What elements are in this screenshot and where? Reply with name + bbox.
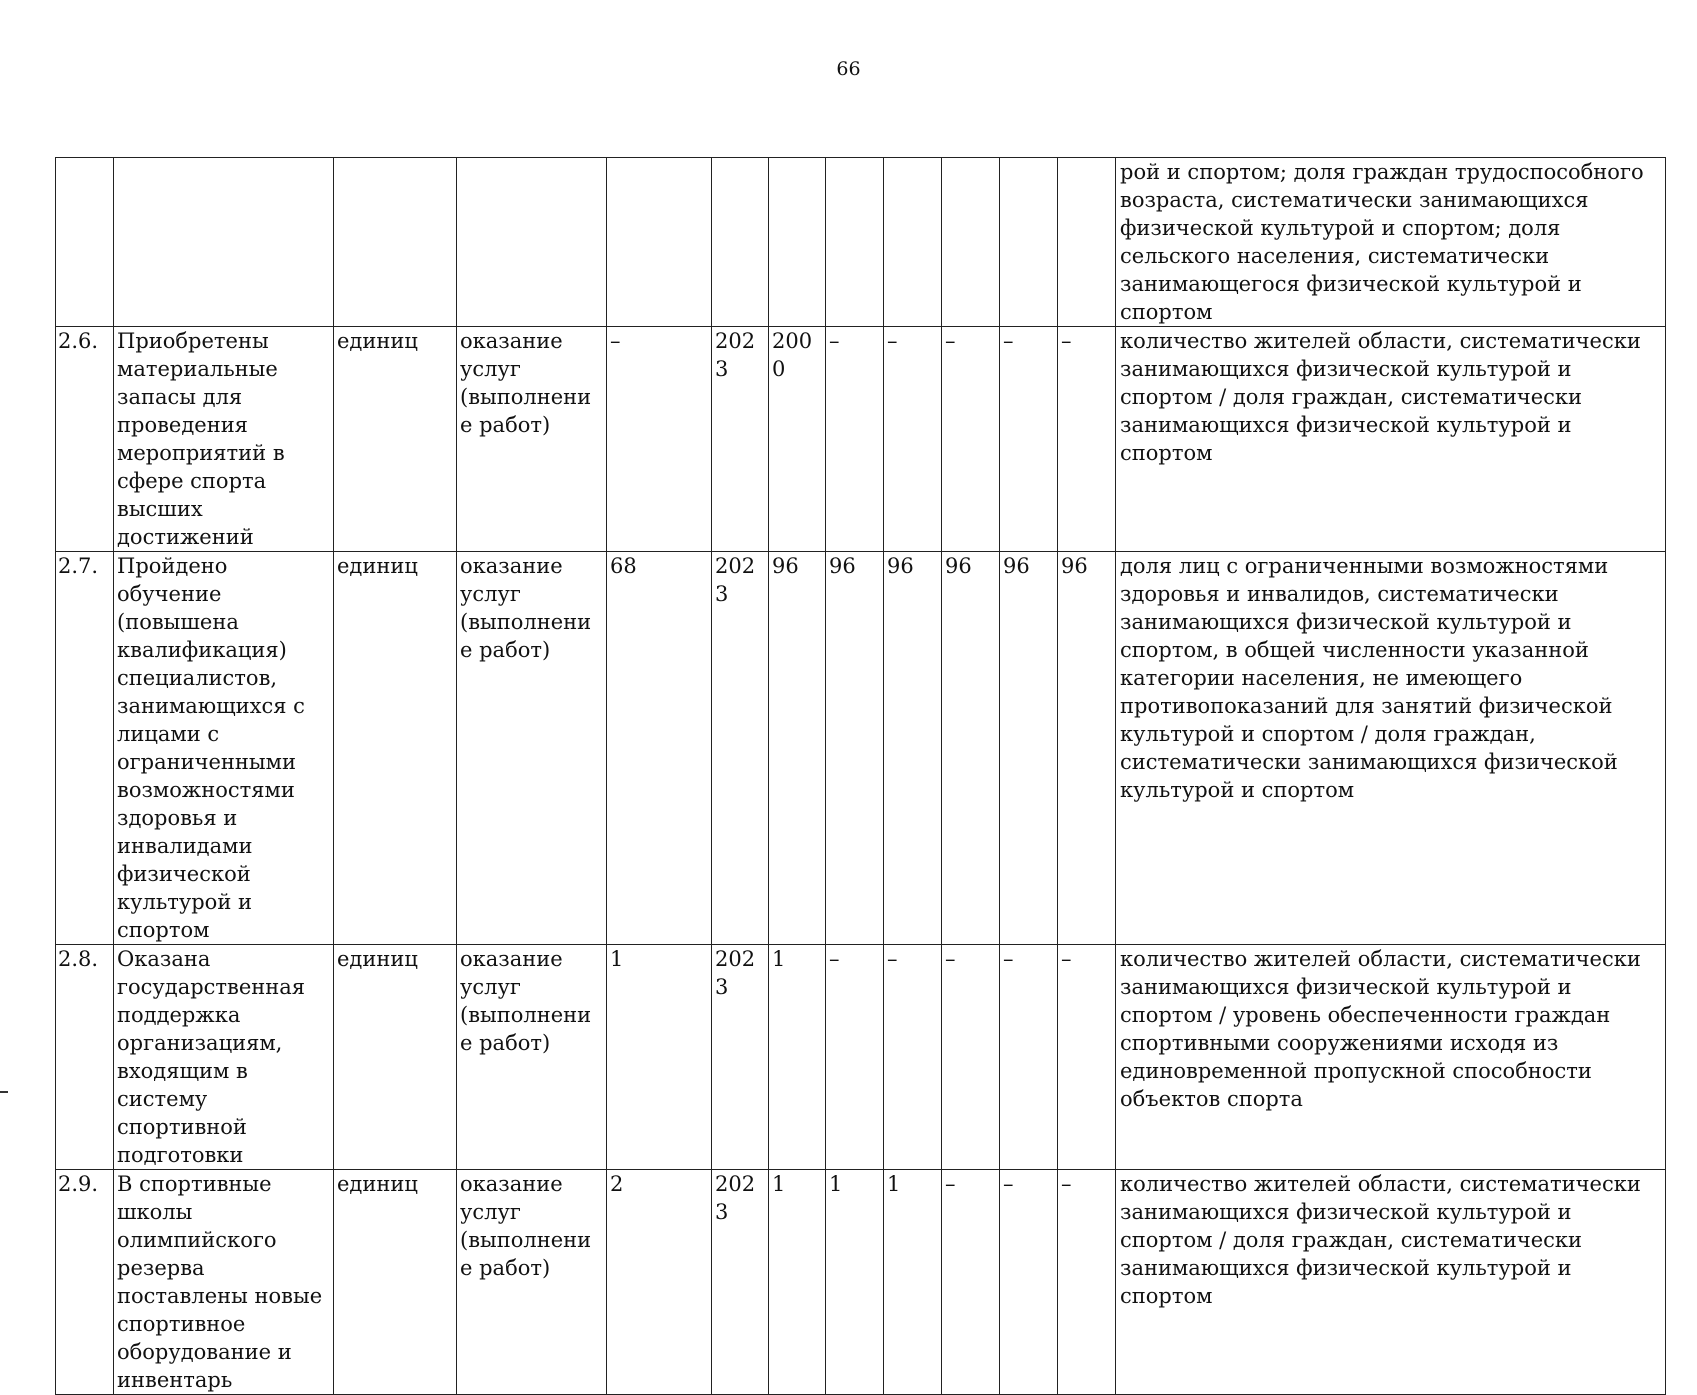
value-cell-3: 96 bbox=[884, 552, 942, 945]
value-cell-6 bbox=[1058, 158, 1116, 327]
value-cell-3 bbox=[884, 158, 942, 327]
table-row bbox=[56, 327, 1666, 552]
results-table bbox=[55, 157, 1666, 1395]
value-cell-4: 96 bbox=[942, 552, 1000, 945]
value-cell-6: – bbox=[1058, 327, 1116, 552]
value-cell-3: – bbox=[884, 327, 942, 552]
table-row bbox=[56, 1170, 1666, 1395]
base-year-cell: 2023 bbox=[712, 552, 769, 945]
base-year-cell: 2023 bbox=[712, 327, 769, 552]
result-name-cell: Оказана государственная поддержка организациям, входящим в систему спортивной подготовки bbox=[114, 945, 334, 1170]
value-cell-3: – bbox=[884, 945, 942, 1170]
unit-cell bbox=[334, 158, 457, 327]
result-name-cell: В спортивные школы олимпийского резерва поставлены новые спортивное оборудование и инвентарь bbox=[114, 1170, 334, 1395]
result-name-cell: Пройдено обучение (повышена квалификация) специалистов, занимающихся с лицами с ограниченными возможностями здоровья и инвалидами физической культурой и спортом bbox=[114, 552, 334, 945]
result-type-cell: оказание услуг (выполнение работ) bbox=[457, 552, 607, 945]
value-cell-5: – bbox=[1000, 327, 1058, 552]
row-number-cell: 2.9. bbox=[56, 1170, 114, 1395]
unit-cell: единиц bbox=[334, 552, 457, 945]
value-cell-2: – bbox=[826, 327, 884, 552]
unit-cell: единиц bbox=[334, 327, 457, 552]
value-cell-3: 1 bbox=[884, 1170, 942, 1395]
value-cell-4: – bbox=[942, 945, 1000, 1170]
value-cell-5: 96 bbox=[1000, 552, 1058, 945]
result-type-cell bbox=[457, 158, 607, 327]
value-cell-4 bbox=[942, 158, 1000, 327]
value-cell-1: 1 bbox=[769, 1170, 826, 1395]
indicator-cell: количество жителей области, систематически занимающихся физической культурой и спортом / уровень обеспеченности граждан спортивными сооружениями исходя из единовременной пропускной способности объектов спорта bbox=[1116, 945, 1666, 1170]
scan-margin-mark bbox=[0, 1091, 8, 1093]
value-cell-6: – bbox=[1058, 1170, 1116, 1395]
indicator-cell: количество жителей области, систематически занимающихся физической культурой и спортом / доля граждан, систематически занимающихся физической культурой и спортом bbox=[1116, 1170, 1666, 1395]
base-year-cell bbox=[712, 158, 769, 327]
value-cell-2: 1 bbox=[826, 1170, 884, 1395]
value-cell-5: – bbox=[1000, 945, 1058, 1170]
base-value-cell: 68 bbox=[607, 552, 712, 945]
unit-cell: единиц bbox=[334, 1170, 457, 1395]
row-number-cell: 2.6. bbox=[56, 327, 114, 552]
value-cell-1 bbox=[769, 158, 826, 327]
page-number: 66 bbox=[836, 58, 861, 80]
indicator-cell: рой и спортом; доля граждан трудоспособного возраста, систематически занимающихся физической культурой и спортом; доля сельского населения, систематически занимающегося физической культурой и спортом bbox=[1116, 158, 1666, 327]
result-name-cell: Приобретены материальные запасы для проведения мероприятий в сфере спорта высших достижений bbox=[114, 327, 334, 552]
result-type-cell: оказание услуг (выполнение работ) bbox=[457, 1170, 607, 1395]
value-cell-6: 96 bbox=[1058, 552, 1116, 945]
result-name-cell bbox=[114, 158, 334, 327]
value-cell-2: – bbox=[826, 945, 884, 1170]
value-cell-2 bbox=[826, 158, 884, 327]
row-number-cell: 2.7. bbox=[56, 552, 114, 945]
base-value-cell: 2 bbox=[607, 1170, 712, 1395]
value-cell-1: 1 bbox=[769, 945, 826, 1170]
base-value-cell bbox=[607, 158, 712, 327]
base-year-cell: 2023 bbox=[712, 945, 769, 1170]
result-type-cell: оказание услуг (выполнение работ) bbox=[457, 327, 607, 552]
value-cell-1: 96 bbox=[769, 552, 826, 945]
base-year-cell: 2023 bbox=[712, 1170, 769, 1395]
indicator-cell: доля лиц с ограниченными возможностями здоровья и инвалидов, систематически занимающихся физической культурой и спортом, в общей численности указанной категории населения, не имеющего противопоказаний для занятий физической культурой и спортом / доля граждан, систематически занимающихся физической культурой и спортом bbox=[1116, 552, 1666, 945]
value-cell-1: 2000 bbox=[769, 327, 826, 552]
table-row bbox=[56, 945, 1666, 1170]
value-cell-6: – bbox=[1058, 945, 1116, 1170]
base-value-cell: – bbox=[607, 327, 712, 552]
value-cell-5: – bbox=[1000, 1170, 1058, 1395]
row-number-cell bbox=[56, 158, 114, 327]
table-row bbox=[56, 552, 1666, 945]
value-cell-4: – bbox=[942, 1170, 1000, 1395]
row-number-cell: 2.8. bbox=[56, 945, 114, 1170]
indicator-cell: количество жителей области, систематически занимающихся физической культурой и спортом / доля граждан, систематически занимающихся физической культурой и спортом bbox=[1116, 327, 1666, 552]
value-cell-5 bbox=[1000, 158, 1058, 327]
table-row bbox=[56, 158, 1666, 327]
value-cell-4: – bbox=[942, 327, 1000, 552]
unit-cell: единиц bbox=[334, 945, 457, 1170]
value-cell-2: 96 bbox=[826, 552, 884, 945]
base-value-cell: 1 bbox=[607, 945, 712, 1170]
result-type-cell: оказание услуг (выполнение работ) bbox=[457, 945, 607, 1170]
